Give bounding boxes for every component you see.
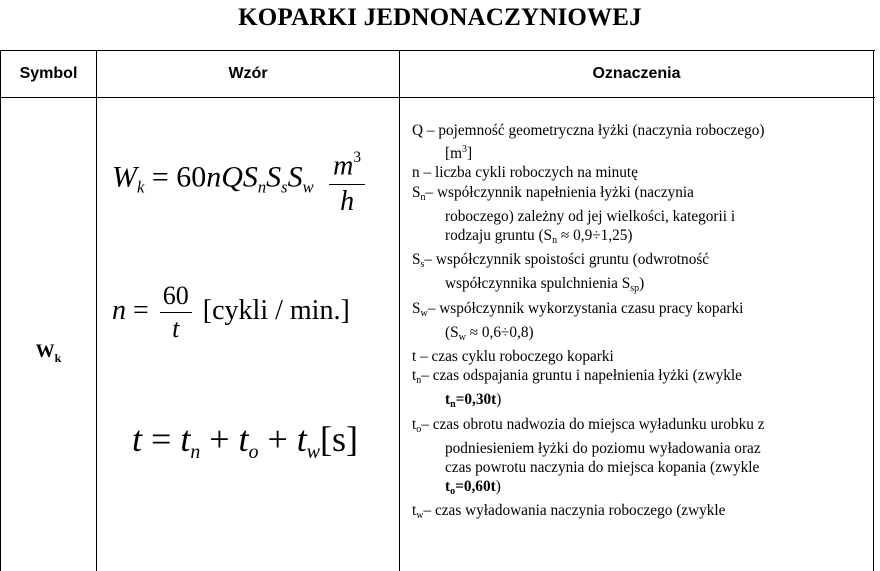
- note-line: czas powrotu naczynia do miejsca kopania (zwykle: [445, 459, 760, 477]
- header-formula: Wzór: [228, 65, 268, 82]
- note-line: Sw– współczynnik wykorzystania czasu pracy koparki: [412, 299, 744, 319]
- notes-cell: [412, 121, 867, 526]
- note-line: Q – pojemność geometryczna łyżki (naczynia roboczego): [412, 122, 765, 139]
- note-line: n – liczba cykli roboczych na minutę: [412, 164, 638, 182]
- header-divider: [1, 97, 875, 98]
- header-symbol: Symbol: [19, 65, 78, 82]
- note-line: to– czas obrotu nadwozia do miejsca wyładunku urobku z: [412, 415, 765, 435]
- fraction-60-t: $\frac{60}{t}$: [160, 280, 192, 345]
- note-line: Ss– współczynnik spoistości gruntu (odwrotność: [412, 251, 710, 271]
- column-divider-1: [96, 51, 97, 571]
- symbol-cell: $W_k$: [35, 341, 62, 365]
- column-divider-2: [399, 51, 400, 571]
- note-line: Sn– współczynnik napełnienia łyżki (naczynia: [412, 183, 694, 203]
- note-line: rodzaju gruntu (Sn ≈ 0,9÷1,25): [445, 227, 633, 247]
- formula-t: $t = t_n + t_o + t_w[s]$: [132, 419, 358, 463]
- note-line: t – czas cyklu roboczego koparki: [412, 348, 614, 366]
- page-title: KOPARKI JEDNONACZYNIOWEJ: [238, 4, 642, 31]
- table-right-border: [873, 51, 874, 571]
- note-line: tn– czas odspajania gruntu i napełnienia łyżki (zwykle: [412, 367, 742, 387]
- note-line: współczynnika spulchnienia Ssp): [445, 275, 645, 295]
- note-line: tn=0,30t): [445, 391, 502, 411]
- note-line: podniesieniem łyżki do poziomu wyładowania oraz: [445, 439, 761, 457]
- note-line: tw– czas wyładowania naczynia roboczego (zwykle: [412, 502, 726, 522]
- header-notes: Oznaczenia: [592, 65, 681, 82]
- note-line: to=0,60t): [445, 478, 501, 498]
- note-line: roboczego) zależny od jej wielkości, kategorii i: [445, 207, 736, 225]
- note-line: $[m^3]$: [445, 144, 473, 163]
- fraction-m3-h: $\frac{m^3}{h}$: [329, 140, 365, 219]
- formula-n: n = $\frac{60}{t}$ [cykli / min.]: [112, 281, 350, 343]
- note-line: (Sw ≈ 0,6÷0,8): [445, 323, 534, 343]
- formula-wk: $W_k = 60nQS_nS_sS_w$ $\frac{m^3}{h}$: [112, 140, 365, 219]
